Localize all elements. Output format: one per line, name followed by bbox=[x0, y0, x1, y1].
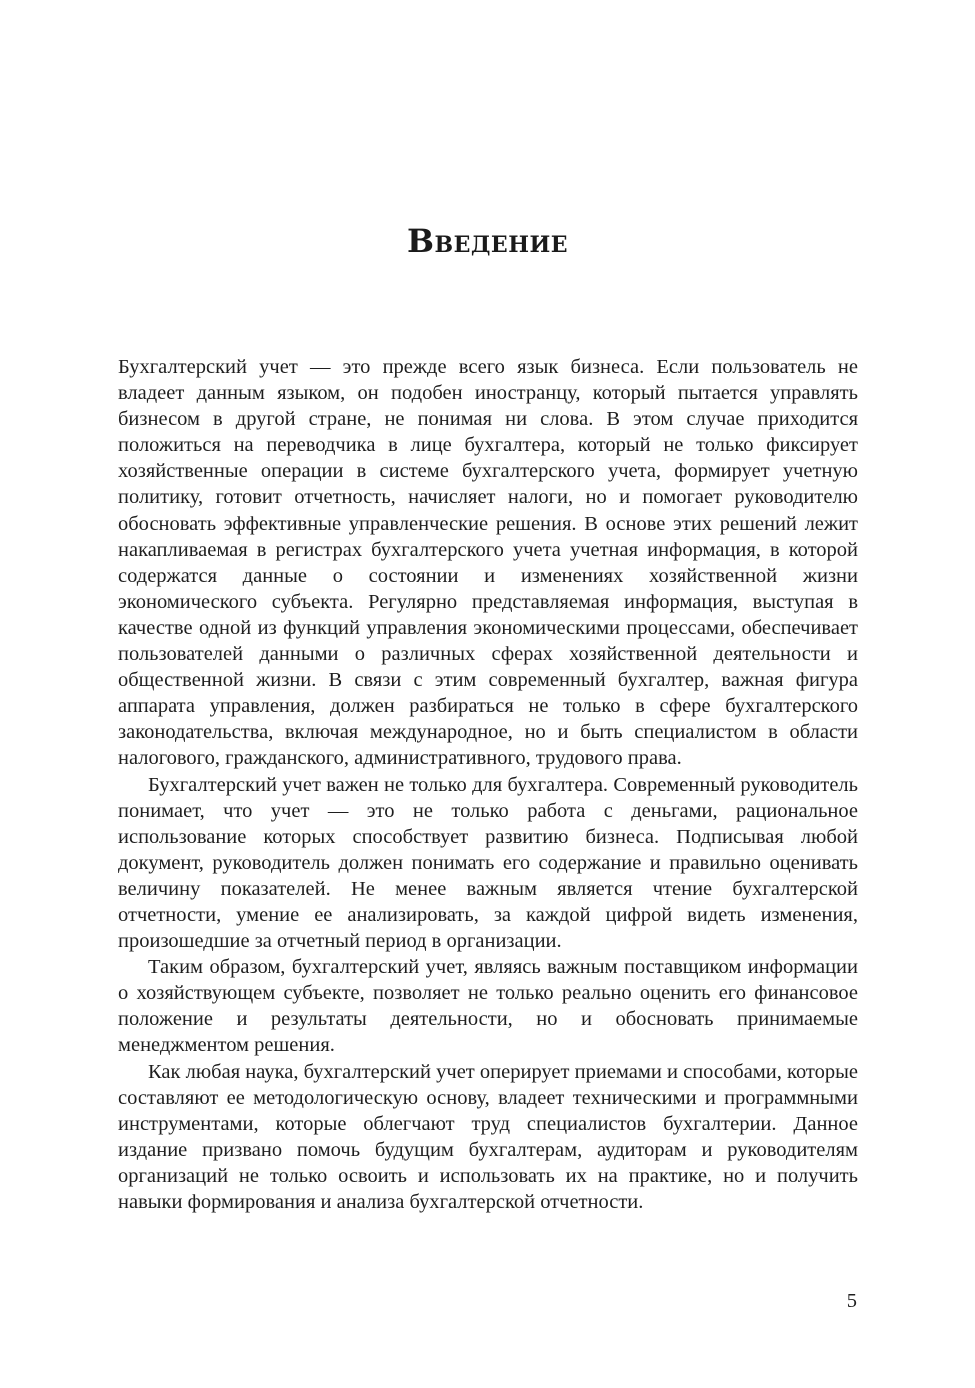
paragraph: Таким образом, бухгалтерский учет, являясь важным поставщиком информации о хозяйствующем субъекте, позволяет не только реально оценить его финансовое положение и результаты деятельности, но и обосновать принимаемые менеджментом решения. bbox=[118, 956, 858, 1057]
paragraph: Бухгалтерский учет — это прежде всего язык бизнеса. Если пользователь не владеет данным языком, он подобен иностранцу, который пытается управлять бизнесом в другой стране, не понимая ни слова. В этом случае приходится положиться на переводчика в лице бухгалтера, который не только фиксирует хозяйственные операции в системе бухгалтерского учета, формирует учетную политику, готовит отчетность, начисляет налоги, но и помогает руководителю обосновать эффективные управленческие решения. В основе этих решений лежит накапливаемая в регистрах бухгалтерского учета учетная информация, в которой содержатся данные о состоянии и изменениях хозяйственной жизни экономического субъекта. Регулярно представляемая информация, выступая в качестве одной из функций управления экономическими процессами, обеспечивает пользователей данными о различных сферах хозяйственной деятельности и общественной жизни. В связи с этим современный бухгалтер, важная фигура аппарата управления, должен разбираться не только в сфере бухгалтерского законодательства, включая международное, но и быть специалистом в области налогового, гражданского, административного, трудового права. bbox=[118, 356, 858, 770]
paragraph: Как любая наука, бухгалтерский учет оперирует приемами и способами, которые составляют ее методологическую основу, владеет техническими и программными инструментами, которые облегчают труд специалистов бухгалтерии. Данное издание призвано помочь будущим бухгалтерам, аудиторам и руководителям организаций не только освоить и использовать их на практике, но и получить навыки формирования и анализа бухгалтерской отчетности. bbox=[118, 1060, 858, 1213]
body-text bbox=[118, 354, 858, 1215]
page-number: 5 bbox=[846, 1290, 857, 1312]
paragraph: Бухгалтерский учет важен не только для бухгалтера. Современный руководитель понимает, что учет — это не только работа с деньгами, рациональное использование которых способствует развитию бизнеса. Подписывая любой документ, руководитель должен понимать его содержание и правильно оценивать величину показателей. Не менее важным является чтение бухгалтерской отчетности, умение ее анализировать, за каждой цифрой видеть изменения, произошедшие за отчетный период в организации. bbox=[118, 773, 858, 953]
chapter-title: Введение bbox=[406, 222, 569, 260]
